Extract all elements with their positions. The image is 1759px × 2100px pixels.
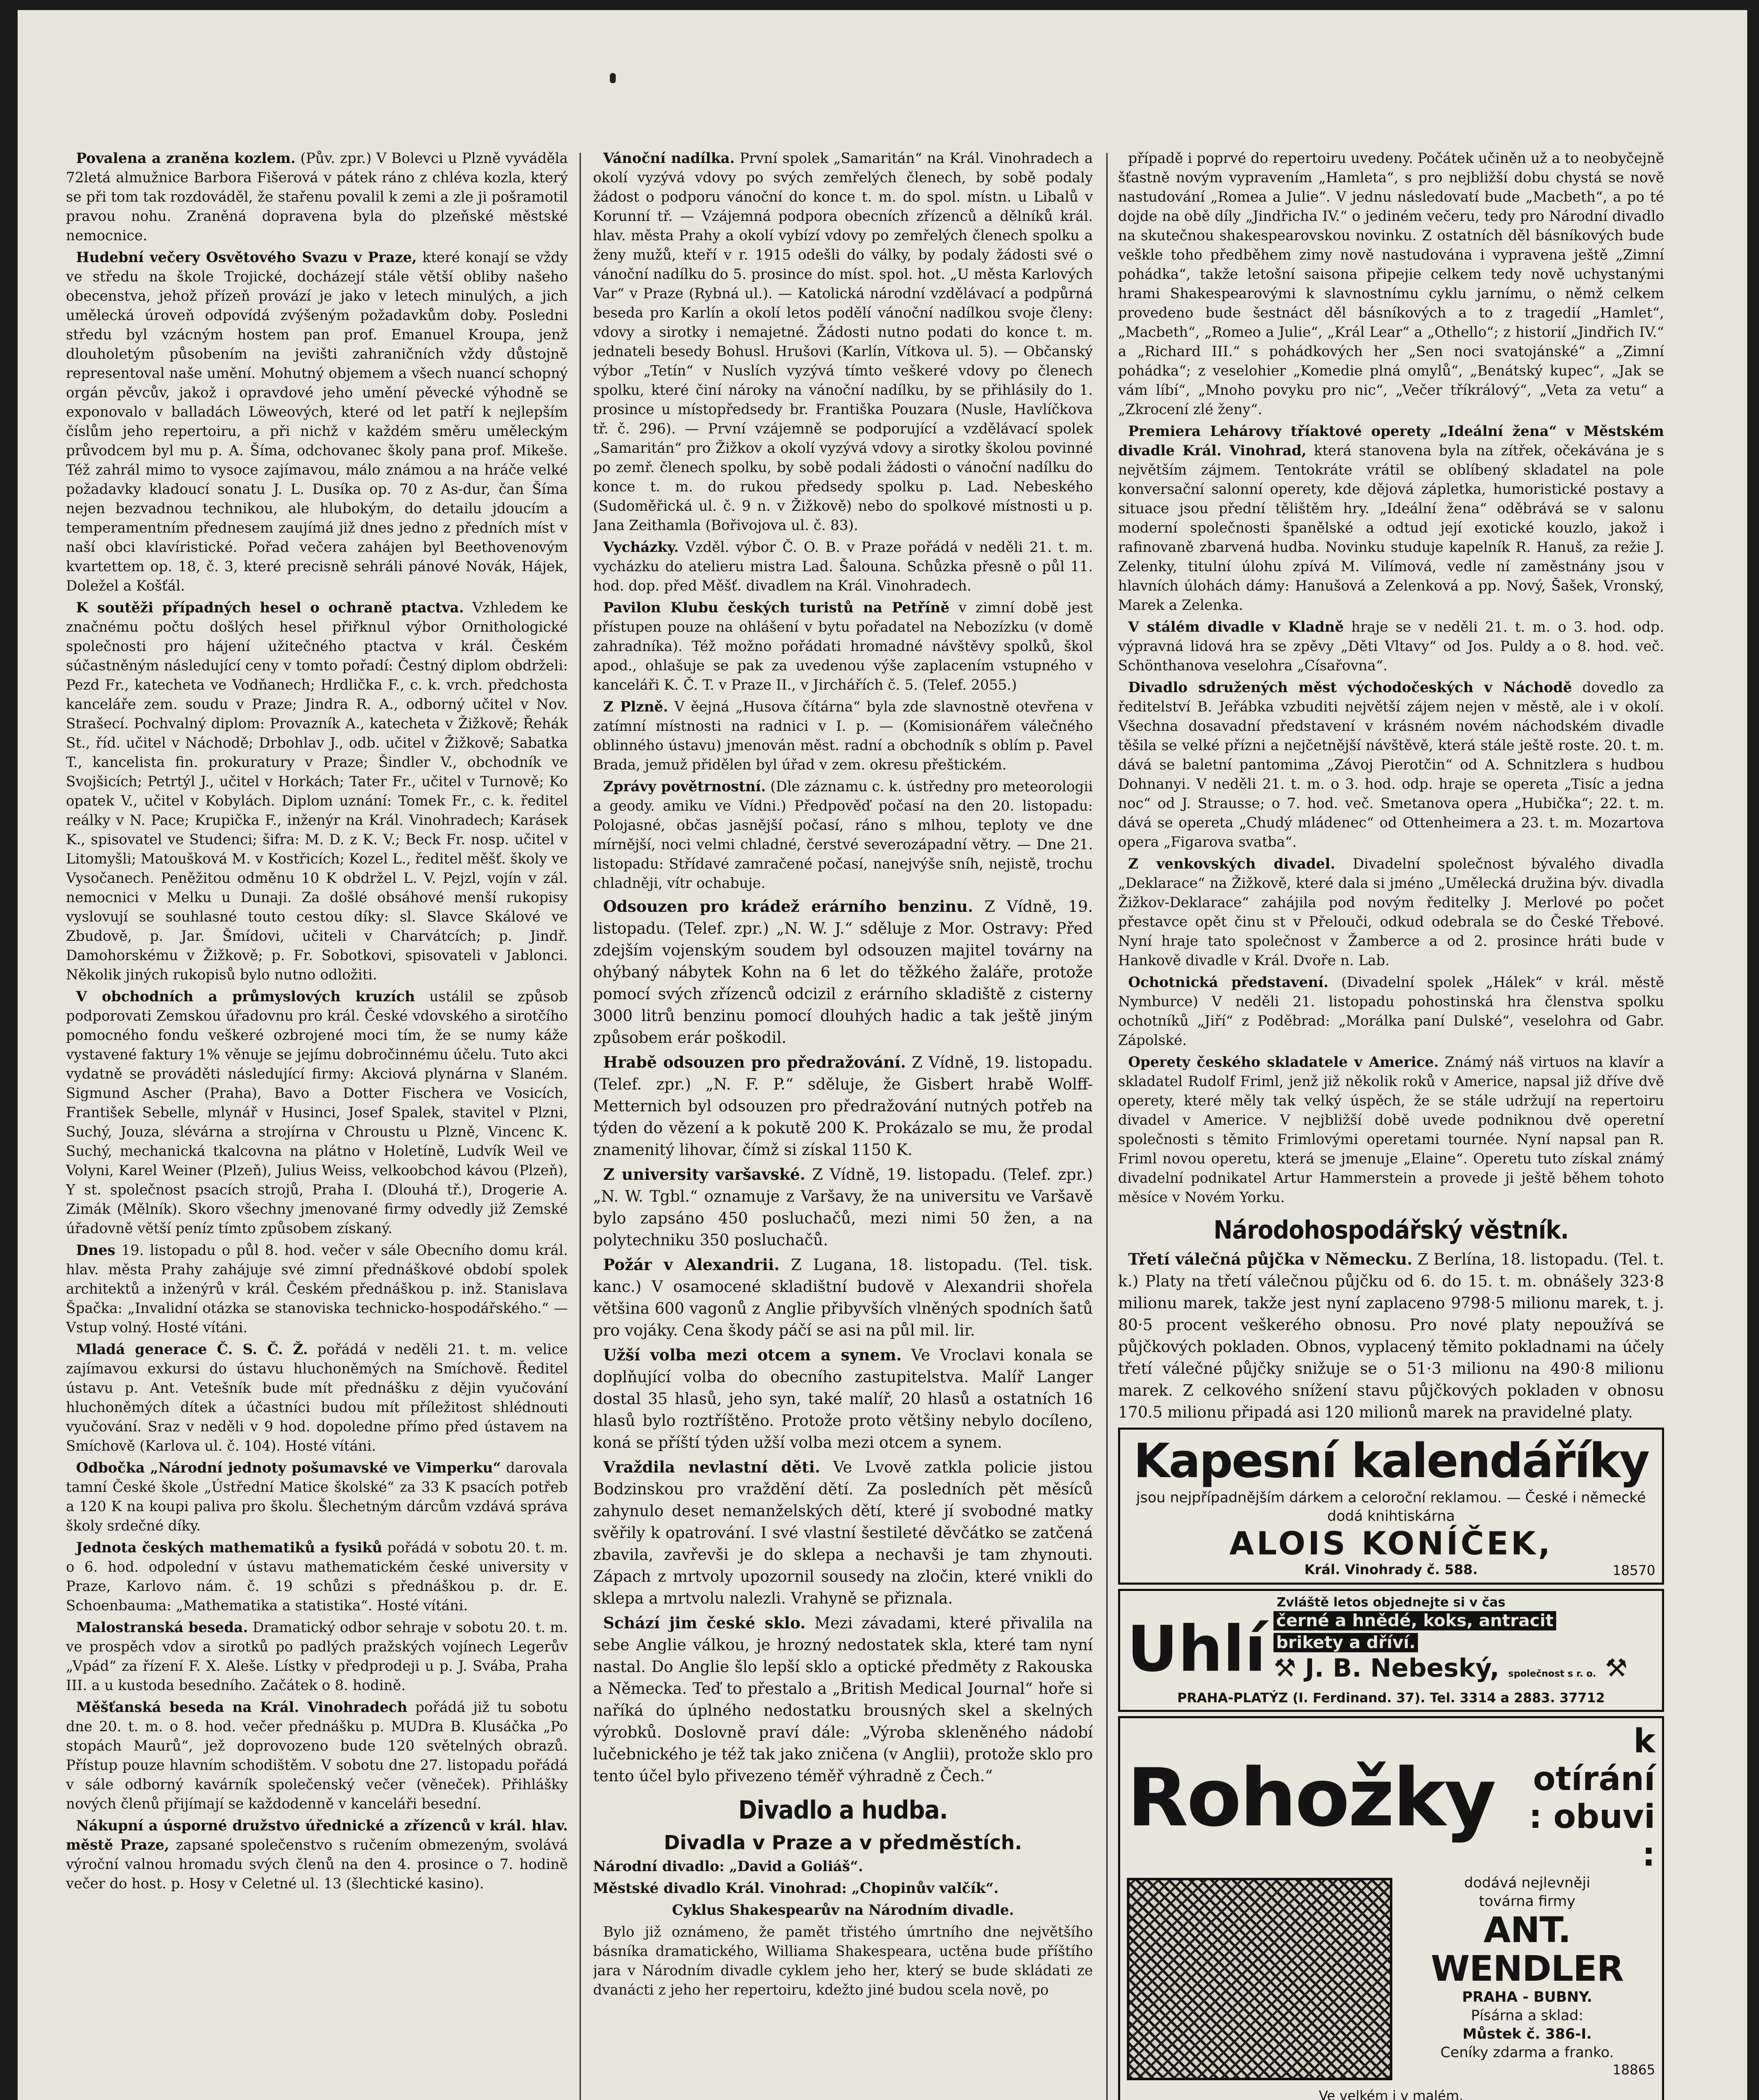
ad-firm: ALOIS KONÍČEK, — [1229, 1525, 1553, 1562]
article: Požár v Alexandrii. Z Lugana, 18. listopadu. (Tel. tisk. kanc.) V osamocené skladištní budově v Alexandrii shořela většina 600 vagonů z Anglie přibyvších vlněných spodních šatů pro vojáky. Cena škody páčí se asi na půl mil. lir. — [593, 1255, 1093, 1339]
article: V stálém divadle v Kladně hraje se v neděli 21. t. m. o 3. hod. odp. výpravná lidová hra se zpěvy „Děti Vltavy“ od Jos. Puldy a o 8. hod. več. Schönthanova veselohra „Císařovna“. — [1118, 619, 1664, 674]
ad-address: PRAHA-PLATÝZ (I. Ferdinand. 37). Tel. 3314 a 2883. 37712 — [1177, 1690, 1605, 1706]
ad-text: Můstek č. 386-I. — [1462, 2026, 1592, 2042]
article: Užší volba mezi otcem a synem. Ve Vroclavi konala se doplňující volba do obecního zastupitelstva. Malíř Langer dostal 35 hlasů, jeho syn, také malíř, 20 hlasů a ostatních 16 hlasů bylo roztříštěno. Protože proto většiny nebylo docíleno, koná se příští týden užší volba mezi otcem a synem. — [593, 1346, 1093, 1452]
hammer-icon: ⚒ — [1605, 1654, 1628, 1683]
article: K soutěži případných hesel o ochraně ptactva. Vzhledem ke značnému počtu došlých hesel přiřknul výbor Ornithologické společnosti pro hájení užitečného ptactva v král. Českém súčastněným následující ceny v tomto pořadí: Čestný diplom obdrželi: Pezd Fr., katecheta ve Vodňanech; Hrdlička F., c. k. vrch. předchosta kanceláře zem. soudu v Praze; Jindra R. A., odborný učitel v Nov. Strašecí. Pochvalný diplom: Provazník A., katecheta v Žižkově; Řehák St., říd. učitel v Náchodě; Drbohlav J., odb. učitel v Žižkově; Sabatka T., kancelista fin. prokuratury v Praze; Šindler V., obchodník ve Svojšicích; Petrtýl J., učitel v Horkách; Tater Fr., učitel v Turnově; Ko opatek V., učitel v Kobylách. Diplom uznání: Tomek Fr., c. k. ředitel reálky v N. Pace; Krupička F., inženýr na Král. Vinohradech; Karásek K., spisovatel ve Studenci; šifra: M. D. z K. V.; Beck Fr. nosp. učitel v Litomyšli; Matoušková M. v Kostřicích; Kozel L., ředitel měšť. školy ve Vysočanech. Peněžitou odměnu 10 K obdržel L. V. Pejzl, vojín v zál. nemocnici v Melku u Dunaji. Za došlé obsáhové menší rukopisy vyslovují se souhlasné touto cestou díky: sl. Slavce Skálové ve Zbudově, p. Jar. Šmídovi, učiteli v Charvátcích; p. Jindř. Damohorskému v Žižkově; p. Fr. Sobotkovi, spisovateli v Jablonci. Několik jiných rukopisů bylo nutno odložiti. — [66, 599, 568, 983]
ad-text: Zvláště letos objednejte si v čas — [1276, 1595, 1506, 1610]
ad-text: Písárna a sklad: — [1471, 2007, 1583, 2024]
ad-title: Kapesní kalendáříky — [1133, 1434, 1649, 1488]
ad-number: 18865 — [1612, 2062, 1655, 2078]
article: Z venkovských divadel. Divadelní společnost bývalého divadla „Deklarace“ na Žižkově, které dala si jméno „Umělecká družina býv. divadla Žižkov-Deklarace“ zahájila pod novým ředitelky J. Merlové po počet přestavce opět činu st v Přelouči, odkud odebrala se do České Třebové. Nyní hraje tato společnost v Žamberce a od 2. prosince hráti bude v Hankově divadle v Král. Dvoře n. Lab. — [1118, 856, 1664, 969]
article: Malostranská beseda. Dramatický odbor sehraje v sobotu 20. t. m. ve prospěch vdov a sirotků po padlých pražských vojínech Legerův „Vpád“ za řízení F. X. Aleše. Lístky v předprodeji u p. J. Svába, Praha III. a u kustoda besedního. Začátek o 8. hodině. — [66, 1619, 568, 1693]
ad-coal — [1118, 1589, 1664, 1712]
ad-calendars — [1118, 1428, 1664, 1585]
article: Ochotnická představení. (Divadelní spolek „Hálek“ v král. městě Nymburce) V neděli 21. listopadu pohostinská hra členstva spolku ochotníků „Jiří“ z Poděbrad: „Morálka paní Dulské“, veselohra od Gabr. Zápolské. — [1118, 974, 1664, 1048]
article: Vánoční nadílka. První spolek „Samaritán“ na Král. Vinohradech a okolí vyzývá vdovy po svých zemřelých členech, by sobě podaly žádost o podporu vánoční do konce t. m. do spol. místn. u Libalů v Korunní tř. — Vzájemná podpora obecních zřízenců a dělníků král. hlav. města Prahy a okolí vybízí vdovy po zemřelých členech spolku a ženy mužů, kteří v r. 1915 odešli do války, by podaly žádosti své o vánoční nadílku do 5. prosince do míst. spol. hot. „U města Karlových Var“ v Praze (Rybná ul.). — Katolická národní vzdělávací a podpůrná beseda pro Karlín a okolí letos podělí vánoční nadílkou svoje členy: vdovy a sirotky i nemajetné. Žádosti nutno podati do konce t. m. jednateli besedy Bohusl. Hrušovi (Karlín, Vítkova ul. 5). — Občanský výbor „Tetín“ v Nuslích vyzývá tímto veškeré vdovy po členech spolku, které činí nároky na vánoční nadílku, by se přihlásily do 1. prosince u místopředsedy br. Františka Pouzara (Nusle, Havlíčkova tř. č. 296). — První vzájemně se podporující a vzdělávací spolek „Samaritán“ pro Žižkov a okolí vyzývá vdovy a sirotky školou povinné po zemř. členech spolku, by sobě podali žádosti o vánoční nadílku do konce t. m. do rukou předsedy spolku p. Lad. Nebeského (Sudoměřická ul. č. 9 n. v Žižkově) nebo do spolkové místnosti u p. Jana Zeithamla (Bořivojova ul. č. 83). — [593, 150, 1093, 533]
ad-text: společnost s r. o. — [1508, 1669, 1596, 1679]
ad-text: dodává nejlevněji — [1464, 1874, 1591, 1891]
article: Nákupní a úsporné družstvo úřednické a zřízenců v král. hlav. městě Praze, zapsané společenstvo s ručením obmezeným, svolává výroční valnou hromadu svých členů na den 4. prosince o 7. hodině večer do host. p. Hosy v Celetné ul. 13 (šlechtické kasino). — [66, 1817, 568, 1892]
ad-mats — [1118, 1716, 1664, 2100]
doormat-illustration — [1127, 1878, 1392, 2080]
article: Dnes 19. listopadu o půl 8. hod. večer v sále Obecního domu král. hlav. města Prahy zahájuje své zimní přednáškové období spolek architektů a inženýrů v král. Českém přednáškou p. inž. Stanislava Špačka: „Invalidní otázka se stanoviska technicko-hospodářského.“ — Vstup volný. Hosté vítáni. — [66, 1242, 568, 1336]
ad-title: Rohožky — [1127, 1751, 1495, 1844]
column-rule — [1106, 153, 1108, 2100]
column-1 — [66, 149, 568, 2100]
ad-number: 18570 — [1612, 1562, 1655, 1578]
newspaper-page — [18, 10, 1747, 2100]
ad-title: Uhlí — [1127, 1613, 1266, 1686]
article: Premiera Lehárovy tříaktové operety „Ideální žena“ v Městském divadle Král. Vinohrad, která stanovena byla na zítřek, očekávána je s největším zájmem. Tentokráte vrátil se oblíbený skladatel na pole konversační salonní operety, kde dějová zápletka, humoristické postavy a situace jsou přední tělištěm hry. „Ideální žena“ oděbrává se v salonu moderní společnosti španělské a odtud její exotické kouzlo, jakož i rafinovaně zbarvená hudba. Novinku studuje kapelník R. Hanuš, za režie J. Zelenky, titulní úlohu zpívá M. Vilímová, vedle ní zaměstnány jsou v hlavních úlohách dámy: Hanušová a Zelenková a pp. Nový, Šašek, Vronský, Marek a Zelenka. — [1118, 423, 1664, 613]
ad-address: PRAHA - BUBNY. — [1462, 1989, 1592, 2006]
article-heading: Cyklus Shakespearův na Národním divadle. — [672, 1902, 1014, 1918]
ad-text: jsou nejpřípadnějším dárkem a celoroční reklamou. — České i německé dodá knihtiskárna — [1136, 1489, 1646, 1525]
hammer-icon: ⚒ — [1273, 1654, 1297, 1683]
section-subtitle: Divadla v Praze a v předměstích. — [664, 1831, 1022, 1854]
article: Z Plzně. V ěejná „Husova čítárna“ byla zde slavnostně otevřena v zatímní místnosti na radnici v I. p. — (Komisionářem válečného oblinného ústavu) jmenován měst. radní a obchodník s oblím p. Pavel Brada, jemuž přidělen byl úřad v zem. okresu přeštickém. — [593, 698, 1093, 773]
article: Mladá generace Č. S. Č. Ž. pořádá v neděli 21. t. m. velice zajímavou exkursi do ústavu hluchoněmých na Smíchově. Ředitel ústavu p. Ant. Vetešník bude mít přednášku z dějin vyučování hluchoněmých dítek a účastníci budou mít příležitost shlédnouti vyučování. Sraz v neděli v 9 hod. dopoledne přímo před ústavem na Smíchově (Karlova ul. č. 104). Hosté vítáni. — [66, 1341, 568, 1454]
article: Povalena a zraněna kozlem. (Pův. zpr.) V Bolevci u Plzně vyváděla 72letá almužnice Barbora Fišerová v pátek ráno z chléva kozla, který se při tom tak rozdováděl, že stařenu povalil k zemi a zle ji pošramotil pravou nohu. Zraněná dopravena byla do plzeňské městské nemocnice. — [66, 150, 568, 244]
article: Operety českého skladatele v Americe. Známý náš virtuos na klavír a skladatel Rudolf Friml, jenž již několik roků v Americe, napsal již dříve dvě operety, které měly tak velký úspěch, že se stále udržují na repertoiru divadel v Americe. V nejbližší době uvede podniknou dvě operetní společnosti s těmito Frimlovými operetami tournée. Nyní napsal pan R. Friml novou operetu, která se jmenuje „Elaine“. Operetu tuto získal známý divadelní podnikatel Artur Hammerstein a provede ji ještě během tohoto měsíce v Novém Yorku. — [1118, 1054, 1664, 1205]
ad-firm: ANT. WENDLER — [1431, 1909, 1624, 1989]
column-3 — [1118, 149, 1664, 2100]
article: Jednota českých mathematiků a fysiků pořádá v sobotu 20. t. m. o 6. hod. odpolední v ústavu mathematickém české university v Praze, Karlovo nám. č. 19 schůzi s přednáškou p. dr. E. Schoenbauma: „Mathematika a statistika“. Hosté vítáni. — [66, 1539, 568, 1614]
ad-text: Ve velkém i v malém. — [1318, 2088, 1464, 2100]
article: Divadlo sdružených měst východočeských v Náchodě dovedlo za ředitelství B. Jeřábka vzbuditi největší zájem nejen v městě, ale i v okolí. Všechna dosavadní představení v krásném novém náchodském divadle těšila se velké přízni a nejčetnější návštěvě, která stále ještě roste. 20. t. m. dává se baletní pantomima „Závoj Pierotčin“ od A. Schnitzlera s hudbou Dohnanyi. V neděli 21. t. m. o 3. hod. odp. hraje se opereta „Tisíc a jedna noc“ od J. Strausse; o 7. hod. več. Smetanova opera „Hubička“; 22. t. m. dává se opereta „Chudý mládenec“ od Ottenheimera a 23. t. m. Mozartova opera „Figarova svatba“. — [1118, 679, 1664, 850]
article: Bylo již oznámeno, že pamět třistého úmrtního dne největšího básníka dramatického, Williama Shakespeara, uctěna bude příštího jara v Národním divadle cyklem jeho her, který se bude skládati ze dvanácti z jeho her repertoiru, kdežto jiné budou scela nově, po — [593, 1924, 1093, 1998]
article: případě i poprvé do repertoiru uvedeny. Počátek učiněn už a to neobyčejně šťastně novým vypravením „Hamleta“, s pro nejbližší dobu chystá se nově nastudování „Romea a Julie“. V jednu následovatí bude „Macbeth“, a po té dojde na obě díly „Jindřicha IV.“ o jediném večeru, tedy pro Národní divadlo na skutečnou shakespearovskou novinku. Z ostatních děl básníkových bude veškle toho předběhem zimy nově nastudována i vypravena ještě „Zimní pohádka“, takže letošní saisona připejie celkem tedy nově uchystanými hrami Shakespearovými k slavnostnímu cyklu jarnímu, o němž celkem provedeno bude šestnáct děl básníkových a to z tragedií „Hamlet“, „Macbeth“, „Romeo a Julie“, „Král Lear“ a „Othello“; z historií „Jindřich IV.“ a „Richard III.“ s pohádkových her „Sen noci svatojánské“ a „Zimní pohádka“; z veselohier „Komedie plná omylů“, „Benátský kupec“, „Jak se vám líbí“, „Mnoho povyku pro nic“, „Večer tříkrálový“, „Veta za vetu“ a „Zkrocení zlé ženy“. — [1118, 150, 1664, 417]
ad-text: k otírání — [1533, 1722, 1655, 1798]
section-title-divadlo: Divadlo a hudba. — [738, 1796, 948, 1825]
ad-firm: J. B. Nebeský, — [1305, 1654, 1499, 1683]
theatre-line: Městské divadlo Král. Vinohrad: „Chopinův valčík“. — [593, 1880, 999, 1896]
ad-address: Král. Vinohrady č. 588. — [1304, 1562, 1478, 1578]
ad-text: Ceníky zdarma a franko. — [1440, 2044, 1614, 2061]
ad-text: : obuvi : — [1529, 1798, 1655, 1874]
column-2 — [593, 149, 1093, 2100]
page-blot — [610, 73, 616, 83]
article: Z university varšavské. Z Vídně, 19. listopadu. (Telef. zpr.) „N. W. Tgbl.“ oznamuje z Varšavy, že na universitu ve Varšavě bylo zapsáno 450 posluchačů, mezi nimi 50 žen, a na polytechniku 350 posluchačů. — [593, 1165, 1093, 1249]
article: Pavilon Klubu českých turistů na Petříně v zimní době jest přístupen pouze na ohlášení v bytu pořadatel na Nebozízku (v domě zahradníka). Též možno pořádati hromadné návštěvy spolků, škol apod., ohlašuje se pak za uvedenou výše zaplacením vstupného v kanceláři K. Č. T. v Praze II., v Jirchářích č. 5. (Telef. 2055.) — [593, 599, 1093, 693]
column-rule — [580, 153, 581, 2100]
article: Schází jim české sklo. Mezi závadami, které přivalila na sebe Anglie válkou, je hrozný nedostatek skla, které tam nyní nastal. Do Anglie šlo lepší sklo a optické předměty z Rakouska a Německa. Teď to přestalo a „British Medical Journal“ hoře si naříká do úplného nedostatku brousných skel a skelných výrobků. Doslovně praví dále: „Výroba skleněného nádobí lučebnického je též tak jako zničena (v Anglii), protože sklo pro tento účel bylo přivezeno téměř výhradně z Čech.“ — [593, 1614, 1093, 1785]
ad-text: černé a hnědé, koks, antracit — [1273, 1611, 1556, 1630]
ad-text: brikety a dříví. — [1273, 1633, 1418, 1652]
ad-text: továrna firmy — [1479, 1893, 1575, 1910]
article: Zprávy povětrnostní. (Dle záznamu c. k. ústředny pro meteorologii a geody. amiku ve Vídni.) Předpověď počasí na den 20. listopadu: Polojasné, občas jasnější počasí, ráno s mlhou, teploty ve dne mírnější, noci velmi chladné, čerstvé severozápadní větry. — Dne 21. listopadu: Střídavé zamračené počasí, nanejvýše sníh, nejistě, trochu chladněji, vítr ochabuje. — [593, 778, 1093, 891]
article: Vraždila nevlastní děti. Ve Lvově zatkla policie jistou Bodzinskou pro vraždění dětí. Za posledních pět měsíců zahynulo deset nemanželských dětí, které jí svobodné matky svěřily k opatrování. I své vlastní šestileté děvčátko se zatčená zbavila, zavřevši je do sklepa a nechavši je tam zhynouti. Zápach z mrtvoly upozornil sousedy na zločin, které vnikli do sklepa a mrtvolu nalezli. Vrahyně se přiznala. — [593, 1458, 1093, 1607]
article: Odsouzen pro krádež erárního benzinu. Z Vídně, 19. listopadu. (Telef. zpr.) „N. W. J.“ sděluje z Mor. Ostravy: Před zdejším vojenským soudem byl odsouzen majitel továrny na ohýbaný nábytek Kohn na 6 let do těžkého žaláře, protože pomocí svých zřízenců odcizil z erárního skladiště z cisterny 3000 litrů benzinu pomocí dlouhých hadic a tak ještě jiným způsobem erár poškodil. — [593, 897, 1093, 1047]
section-title-economy: Národohospodářský věstník. — [1213, 1215, 1569, 1245]
article: Hudební večery Osvětového Svazu v Praze, které konají se vždy ve středu na škole Trojické, docházejí stále větší obliby našeho obecenstva, jehož přízeň provází je jako v letech minulých, a jich umělecká úroveň odpovídá zvýšeným požadavkům doby. Posledni středu byl vzácným hostem pan prof. Emanuel Kroupa, jenž dlouholetým působením na jevišti zahraničních vždy důstojně representoval naše umění. Mohutný objemem a všech nuancí schopný orgán pěvcův, jakož i opravdové jeho umění pěvecké výhodně se exponovalo v balladách Löweových, které od let patří k nejlepším číslům jeho repertoiru, a při nichž v každém směru uměleckým průvodcem byl mu p. A. Šíma, odchovanec školy pana prof. Mikeše. Též zahrál mimo to vysoce zajímavou, málo známou a na hráče velké požadavky kladoucí sonatu J. L. Dusíka op. 70 z As-dur, čan Šíma nejen bezvadnou technikou, ale hlubokým, do detailu jdoucím a temperamentním přednesem zaujímá již dnes jedno z předních míst v naší obci klavíristické. Pořad večera zahájen byl Beethovenovým kvartettem op. 18, č. 3, které precisně sehráli pánové Novák, Hájek, Doležel a Košťál. — [66, 249, 568, 594]
article: V obchodních a průmyslových kruzích ustálil se způsob podporovati Zemskou úřadovnu pro král. České vdovského a sirotčího pomocného fondu veškeré ozbrojené moci tím, že se numy káže vystavené faktury 1% věnuje se jejímu dobročinnému účelu. Tuto akci vydatně se prováděti následující firmy: Akciová plynárna v Slaném. Sigmund Ascher (Praha), Bavo a Dotter Fischera ve Vosicích, František Sebelle, mlynář v Husinci, Josef Spalek, stavitel v Plzni, Suchý, Jouza, slévárna a strojírna v Chroustu u Plzně, Vincenc K. Suchý, mechanická tkalcovna na plátno v Holetíně, Ludvík Weil ve Volyni, Karel Weiner (Plzeň), Julius Weiss, velkoobchod kávou (Plzeň), Y st. společnost psacích strojů, Praha I. (Dlouhá tř.), Drogerie A. Zimák (Mělník). Skoro všechny jmenované firmy odvedly již Zemské úřadovně větší peníz tímto způsobem získaný. — [66, 988, 568, 1236]
article: Třetí válečná půjčka v Německu. Z Berlína, 18. listopadu. (Tel. t. k.) Platy na třetí válečnou půjčku od 6. do 15. t. m. obnášely 323·8 milionu marek, takže jest nyní zaplaceno 9798·5 milionu marek, t. j. 80·5 procent veškerého obnosu. Pro nové platy nepoužívá se půjčkových pokladen. Obnos, vyplacený těmito pokladnami na účely třetí válečné půjčky snižuje se o 51·3 milionu na 490·8 milionu marek. Z celkového snížení stavu půjčkových pokladen v obnosu 170.5 milionu připadá asi 120 milionů marek na pravidelné platy. — [1118, 1250, 1664, 1421]
article: Vycházky. Vzděl. výbor Č. O. B. v Praze pořádá v neděli 21. t. m. vycházku do atelieru mistra Lad. Šalouna. Schůzka přesně o půl 11. hod. dop. před Měšť. divadlem na Král. Vinohradech. — [593, 539, 1093, 594]
article: Měšťanská beseda na Král. Vinohradech pořádá již tu sobotu dne 20. t. m. o 8. hod. večer přednášku p. MUDra B. Klusáčka „Po stopách Maurů“, jež doprovozeno bude 120 světelných obrazů. Přístup pouze hlavním schodištěm. V sobotu dne 27. listopadu pořádá v sále odborný kavárník společenský večer (věneček). Přihlášky nových členů přijímají se každodenně v kanceláři besední. — [66, 1699, 568, 1812]
article: Hrabě odsouzen pro předražování. Z Vídně, 19. listopadu. (Telef. zpr.) „N. F. P.“ sděluje, že Gisbert hrabě Wolff-Metternich byl odsouzen pro předražování nutných potřeb na týden do vězení a k pokutě 200 K. Prokázalo se mu, že prodal znamenitý lihovar, čímž si získal 1150 K. — [593, 1053, 1093, 1159]
article: Odbočka „Národní jednoty pošumavské ve Vimperku“ darovala tamní České škole „Ústřední Matice školské“ za 33 K psacích potřeb a 120 K na koupi paliva pro školu. Šlechetným dárcům vzdává správa školy srdečné díky. — [66, 1460, 568, 1534]
theatre-line: Národní divadlo: „David a Goliáš“. — [593, 1858, 863, 1874]
